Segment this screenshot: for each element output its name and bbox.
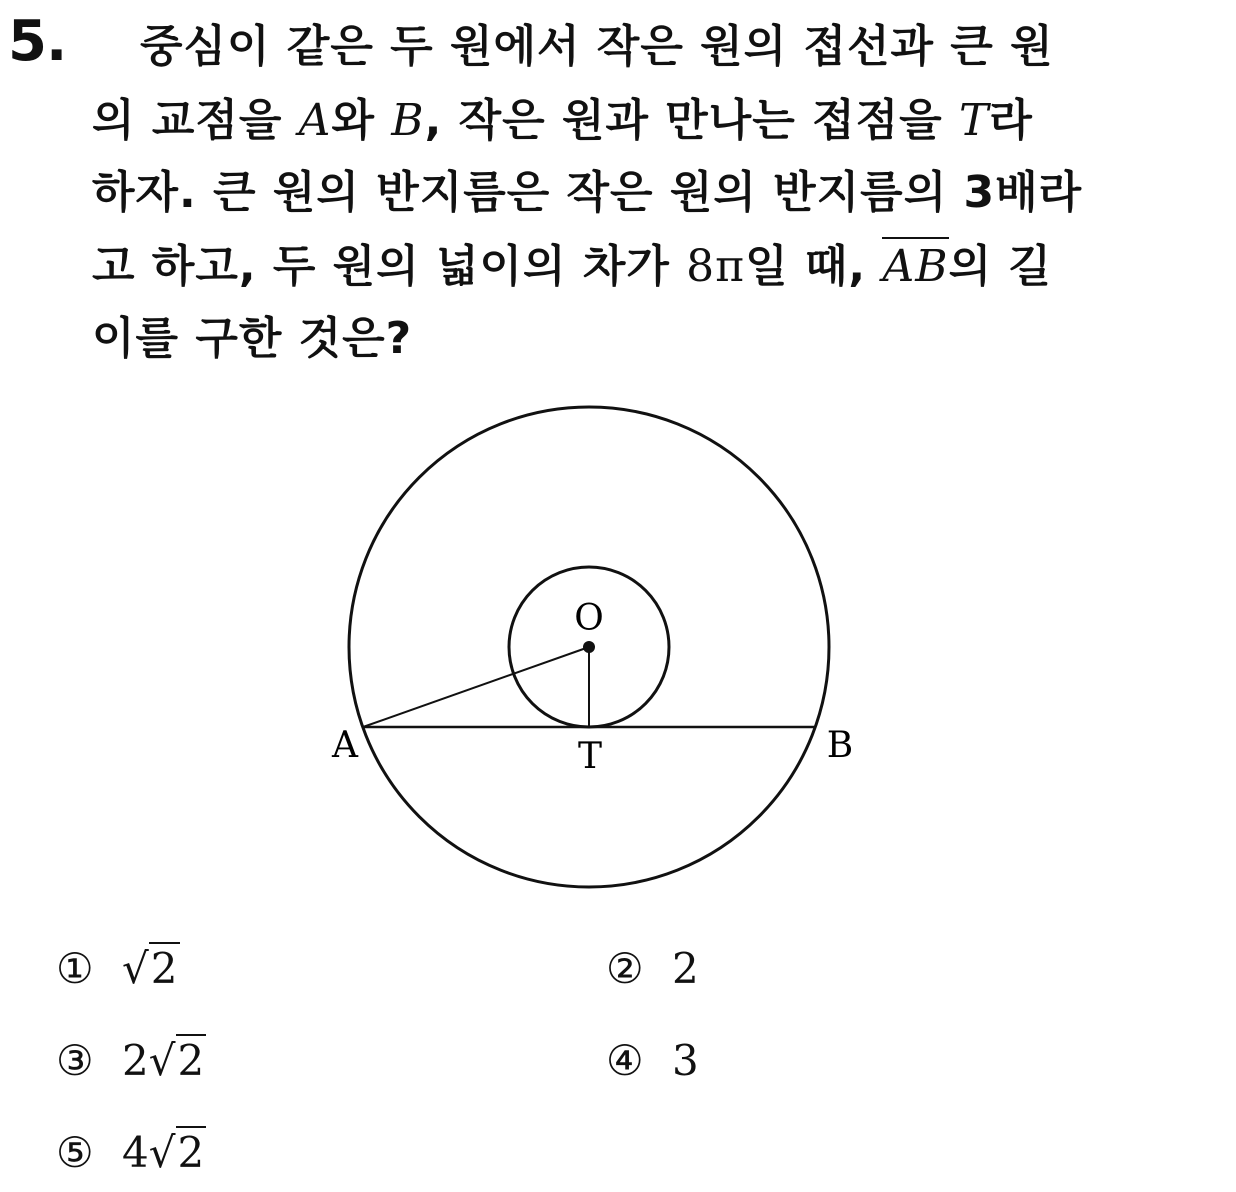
choice-1-marker: ① — [56, 944, 94, 993]
choice-3[interactable] — [56, 1036, 206, 1086]
radical-sign: √ — [148, 1128, 176, 1177]
question-line-5: 이를 구한 것은? — [92, 313, 413, 364]
label-b: B — [826, 725, 854, 766]
question-number: 5. — [8, 9, 67, 74]
radicand: 2 — [150, 944, 178, 993]
radicand: 2 — [177, 1128, 205, 1177]
sqrt-expression — [149, 1128, 207, 1178]
segment-ab-label: AB — [882, 237, 948, 292]
choice-5-marker: ⑤ — [56, 1128, 94, 1177]
point-b-label: B — [391, 95, 425, 146]
label-a: A — [332, 725, 358, 766]
choice-5[interactable] — [56, 1128, 206, 1178]
sqrt-expression — [149, 1036, 207, 1086]
area-difference-value: 8π — [686, 241, 746, 292]
question-line-1: 중심이 같은 두 원에서 작은 원의 접선과 큰 원 — [140, 21, 1054, 72]
text-segment: 와 — [331, 95, 392, 146]
label-o: O — [574, 598, 604, 639]
text-segment: 의 길 — [948, 241, 1052, 292]
choice-2[interactable] — [606, 944, 699, 994]
choice-4-marker: ④ — [606, 1036, 644, 1085]
choice-1[interactable] — [56, 944, 180, 994]
text-segment: 고 하고, 두 원의 넓이의 차가 — [92, 241, 687, 292]
segment-oa — [363, 647, 589, 727]
choice-4-value: 3 — [672, 1036, 699, 1085]
choice-4[interactable] — [606, 1036, 699, 1086]
point-a-label: A — [298, 95, 332, 146]
text-segment: 일 때, — [745, 241, 883, 292]
text-segment: , 작은 원과 만나는 접점을 — [424, 95, 959, 146]
point-t-label: T — [958, 95, 990, 146]
center-point — [583, 641, 595, 653]
coefficient: 2 — [122, 1036, 149, 1085]
choice-3-marker: ③ — [56, 1036, 94, 1085]
text-segment: 의 교점을 — [92, 95, 299, 146]
choice-2-value: 2 — [672, 944, 699, 993]
radicand: 2 — [177, 1036, 205, 1085]
sqrt-expression — [122, 944, 180, 994]
text-segment: 라 — [989, 95, 1033, 146]
choice-2-marker: ② — [606, 944, 644, 993]
radical-sign: √ — [122, 944, 149, 993]
label-t: T — [577, 736, 603, 777]
coefficient: 4 — [122, 1128, 149, 1177]
question-line-3: 하자. 큰 원의 반지름은 작은 원의 반지름의 3배라 — [92, 167, 1083, 218]
radical-sign: √ — [148, 1036, 176, 1085]
